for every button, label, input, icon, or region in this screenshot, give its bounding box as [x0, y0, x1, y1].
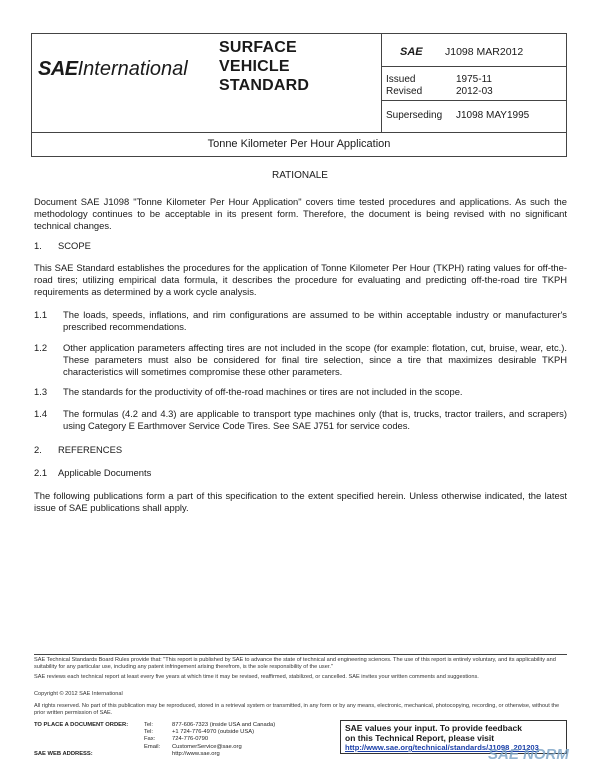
references-heading [34, 444, 122, 455]
header-column-divider [381, 34, 382, 132]
section-number: 1. [34, 240, 42, 251]
issued-value: 1975-11 [456, 74, 492, 85]
tel-label: Tel: [144, 729, 154, 736]
item-text: The standards for the productivity of off-the-road machines or tires are not included in the scope. [63, 386, 463, 397]
tel-number-domestic: 877-606-7323 (inside USA and Canada) [172, 722, 276, 728]
revised-value: 2012-03 [456, 86, 493, 97]
feedback-line: SAE values your input. To provide feedback [345, 723, 522, 733]
document-title: Tonne Kilometer Per Hour Application [207, 138, 391, 150]
standard-type-line: SURFACE [219, 39, 297, 56]
scope-heading [34, 240, 91, 251]
logo-international: International [77, 58, 188, 80]
logo-sae: SAE [38, 58, 78, 80]
sae-norm-watermark: SAE NORM [488, 746, 569, 763]
header-box [31, 33, 567, 157]
section-number: 2. [34, 444, 42, 455]
sae-international-logo [38, 58, 188, 81]
review-text: SAE reviews each technical report at least every five years at which time it may be revised, reaffirmed, stabilized, or cancelled. SAE invites your written comments and suggestions. [34, 674, 479, 680]
scope-text: This SAE Standard establishes the procedures for the application of Tonne Kilometer Per Hour (TKPH) rating values for off-the-road tires; utilizing empirical data formula, it describes the procedure for evaluating and predicting off-the-road tire TKPH requirements as determined by a work cycle analysis. [34, 262, 567, 297]
copyright-text: Copyright © 2012 SAE International [34, 691, 123, 697]
superseding-value: J1098 MAY1995 [456, 110, 530, 121]
item-number: 1.3 [34, 386, 48, 397]
item-number: 1.1 [34, 309, 48, 320]
standard-type [219, 38, 309, 95]
footer-divider [34, 654, 567, 655]
fax-label: Fax: [144, 736, 156, 743]
board-rules-text: SAE Technical Standards Board Rules provide that: "This report is published by SAE to advance the state of technical and engineering sciences. The use of this report is entirely voluntary, and its applicability and suitability for any particular use, including any patent infringement arising therefrom, is the sole responsibility of the user." [34, 657, 556, 670]
issued-label: Issued [386, 74, 416, 85]
order-label: TO PLACE A DOCUMENT ORDER: [34, 722, 129, 728]
feedback-line: on this Technical Report, please visit [345, 733, 495, 743]
tel-label: Tel: [144, 722, 154, 728]
item-number: 1.2 [34, 342, 48, 353]
section-title: REFERENCES [58, 444, 123, 455]
section-title: SCOPE [58, 240, 91, 251]
header-right-divider [382, 66, 566, 67]
section-number: 2.1 [34, 467, 48, 478]
superseding-label: Superseding [386, 110, 443, 121]
item-text: Other application parameters affecting tires are not included in the scope (for example: flotation, cut, bruise, wear, etc.). These parameters must also be considered for final tire selection, since a tire that maximizes desirable TKPH characteristics will sometimes compromise these other parameters. [63, 342, 567, 377]
sae-mark: SAE [400, 46, 423, 58]
rationale-text: Document SAE J1098 "Tonne Kilometer Per Hour Application" covers time tested procedures and applications. As such the methodology continues to be acceptable in its present form. Therefore, the document is being revised with no significant technical changes. [34, 196, 567, 231]
rationale-heading: RATIONALE [272, 170, 328, 181]
header-right-divider [382, 100, 566, 101]
web-address[interactable]: http://www.sae.org [172, 750, 220, 757]
applicable-documents-heading [34, 467, 151, 478]
email-label: Email: [144, 743, 161, 750]
standard-type-line: STANDARD [219, 77, 310, 94]
feedback-link[interactable]: http://www.sae.org/technical/standards/J1098_201203 [345, 743, 539, 752]
revised-label: Revised [386, 86, 423, 97]
document-number: J1098 MAR2012 [445, 46, 524, 58]
standard-type-line: VEHICLE [219, 58, 290, 75]
email-address: CustomerService@sae.org [172, 743, 242, 750]
tel-number-international: +1 724-776-4970 (outside USA) [172, 729, 255, 736]
item-number: 1.4 [34, 408, 48, 419]
item-text: The loads, speeds, inflations, and rim configurations are assumed to be within acceptable industry or manufacturer's prescribed recommendations. [63, 309, 567, 332]
web-label: SAE WEB ADDRESS: [34, 750, 93, 757]
header-row-divider [32, 132, 566, 133]
fax-number: 724-776-0790 [172, 736, 209, 743]
rights-text: All rights reserved. No part of this publication may be reproduced, stored in a retrieval system or transmitted, in any form or by any means, electronic, mechanical, photocopying, recording, or otherwise, without the prior written permission of SAE. [34, 703, 560, 716]
applicable-documents-text: The following publications form a part of this specification to the extent specified herein. Unless otherwise indicated, the latest issue of SAE publications shall apply. [34, 490, 567, 513]
section-title: Applicable Documents [58, 467, 152, 478]
item-text: The formulas (4.2 and 4.3) are applicable to transport type machines only (that is, trucks, tractor trailers, and scrapers) using Category E Earthmover Service Code Tires. See SAE J751 for service codes. [63, 408, 567, 431]
